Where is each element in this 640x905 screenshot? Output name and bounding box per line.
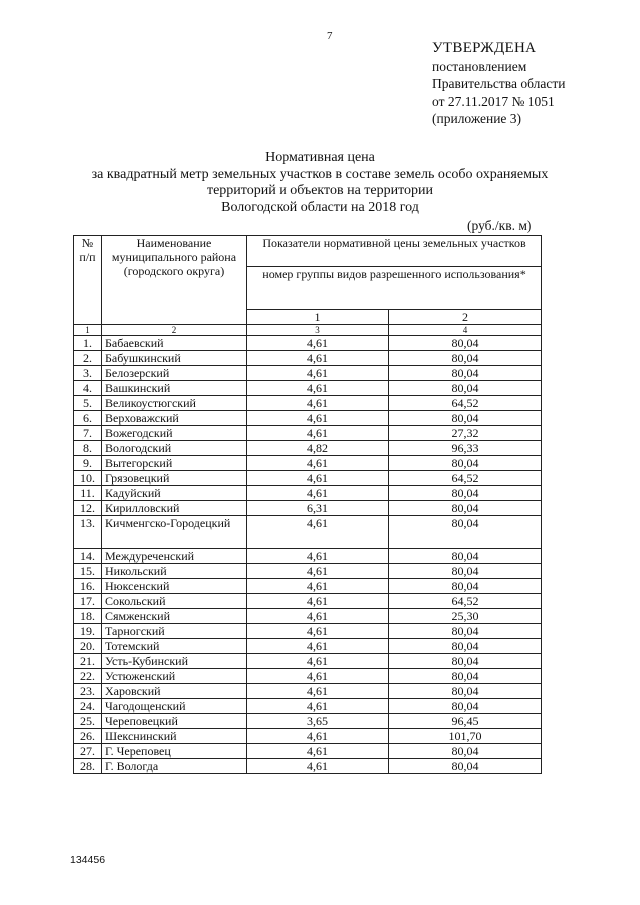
- price-group-2: 101,70: [389, 729, 542, 744]
- table-row: [74, 366, 542, 381]
- table-row: [74, 564, 542, 579]
- district-name: Усть-Кубинский: [102, 654, 247, 669]
- price-group-1: 4,61: [247, 639, 389, 654]
- district-name: Никольский: [102, 564, 247, 579]
- approval-line: постановлением: [432, 58, 527, 74]
- table-row: [74, 669, 542, 684]
- district-name: Чагодощенский: [102, 699, 247, 714]
- price-group-2: 80,04: [389, 366, 542, 381]
- table-row: [74, 729, 542, 744]
- price-group-2: 80,04: [389, 699, 542, 714]
- district-name: Верховажский: [102, 411, 247, 426]
- heading-line: Нормативная цена: [265, 150, 375, 165]
- row-number: 27.: [74, 744, 102, 759]
- price-group-1: 4,61: [247, 516, 389, 549]
- header-indicators: Показатели нормативной цены земельных участков: [247, 236, 542, 267]
- row-number: 13.: [74, 516, 102, 549]
- price-group-1: 4,61: [247, 411, 389, 426]
- heading-line: за квадратный метр земельных участков в составе земель особо охраняемых: [91, 166, 549, 182]
- price-group-2: 80,04: [389, 456, 542, 471]
- price-group-1: 4,61: [247, 684, 389, 699]
- row-number: 8.: [74, 441, 102, 456]
- district-name: Вытегорский: [102, 456, 247, 471]
- price-group-2: 80,04: [389, 486, 542, 501]
- price-group-1: 4,61: [247, 336, 389, 351]
- row-number: 20.: [74, 639, 102, 654]
- table-row: [74, 714, 542, 729]
- table-row: [74, 594, 542, 609]
- table-row: [74, 441, 542, 456]
- price-group-2: 80,04: [389, 411, 542, 426]
- page-number: 7: [327, 30, 333, 42]
- price-group-1: 4,61: [247, 609, 389, 624]
- row-number: 14.: [74, 549, 102, 564]
- row-number: 26.: [74, 729, 102, 744]
- table-row: [74, 654, 542, 669]
- col-number: 1: [74, 325, 102, 336]
- approval-block: [432, 40, 565, 128]
- row-number: 9.: [74, 456, 102, 471]
- header-group: номер группы видов разрешенного использования*: [247, 267, 542, 310]
- price-group-2: 80,04: [389, 516, 542, 549]
- row-number: 24.: [74, 699, 102, 714]
- row-number: 28.: [74, 759, 102, 774]
- col-number: 4: [389, 325, 542, 336]
- price-group-1: 4,61: [247, 426, 389, 441]
- price-group-1: 4,61: [247, 624, 389, 639]
- table-row: [74, 486, 542, 501]
- district-name: Вашкинский: [102, 381, 247, 396]
- district-name: Кирилловский: [102, 501, 247, 516]
- price-group-2: 80,04: [389, 351, 542, 366]
- district-name: Вожегодский: [102, 426, 247, 441]
- row-number: 17.: [74, 594, 102, 609]
- price-group-1: 6,31: [247, 501, 389, 516]
- price-group-1: 4,61: [247, 471, 389, 486]
- row-number: 2.: [74, 351, 102, 366]
- price-group-2: 80,04: [389, 564, 542, 579]
- approval-line: Правительства области: [432, 76, 566, 91]
- district-name: Тотемский: [102, 639, 247, 654]
- row-number: 21.: [74, 654, 102, 669]
- row-number: 3.: [74, 366, 102, 381]
- col-number: 2: [102, 325, 247, 336]
- row-number: 1.: [74, 336, 102, 351]
- district-name: Шекснинский: [102, 729, 247, 744]
- header-group-1: 1: [247, 310, 389, 325]
- row-number: 5.: [74, 396, 102, 411]
- district-name: Бабаевский: [102, 336, 247, 351]
- price-group-2: 80,04: [389, 759, 542, 774]
- table-row: [74, 381, 542, 396]
- price-group-2: 80,04: [389, 669, 542, 684]
- district-name: Бабушкинский: [102, 351, 247, 366]
- price-group-2: 96,45: [389, 714, 542, 729]
- price-group-1: 4,61: [247, 456, 389, 471]
- price-group-2: 80,04: [389, 579, 542, 594]
- document-code: 134456: [70, 854, 106, 866]
- district-name: Вологодский: [102, 441, 247, 456]
- table-row: [74, 579, 542, 594]
- row-number: 6.: [74, 411, 102, 426]
- district-name: Великоустюгский: [102, 396, 247, 411]
- row-number: 4.: [74, 381, 102, 396]
- table-row: [74, 549, 542, 564]
- district-name: Кадуйский: [102, 486, 247, 501]
- row-number: 10.: [74, 471, 102, 486]
- table-row: [74, 501, 542, 516]
- district-name: Г. Череповец: [102, 744, 247, 759]
- price-group-1: 4,61: [247, 729, 389, 744]
- district-name: Харовский: [102, 684, 247, 699]
- district-name: Междуреченский: [102, 549, 247, 564]
- price-group-2: 80,04: [389, 684, 542, 699]
- district-name: Череповецкий: [102, 714, 247, 729]
- price-group-2: 27,32: [389, 426, 542, 441]
- district-name: Сямженский: [102, 609, 247, 624]
- price-group-1: 4,61: [247, 744, 389, 759]
- row-number: 18.: [74, 609, 102, 624]
- price-group-1: 4,61: [247, 579, 389, 594]
- price-group-1: 4,61: [247, 759, 389, 774]
- table-row: [74, 699, 542, 714]
- price-group-2: 80,04: [389, 381, 542, 396]
- table-row: [74, 456, 542, 471]
- price-group-2: 80,04: [389, 624, 542, 639]
- district-name: Тарногский: [102, 624, 247, 639]
- col-number: 3: [247, 325, 389, 336]
- price-group-2: 64,52: [389, 396, 542, 411]
- price-group-1: 4,61: [247, 699, 389, 714]
- price-group-1: 4,61: [247, 351, 389, 366]
- price-group-1: 4,82: [247, 441, 389, 456]
- header-num: № п/п: [74, 236, 102, 325]
- header-name: Наименование муниципального района (городского округа): [102, 236, 247, 325]
- price-group-1: 4,61: [247, 381, 389, 396]
- district-name: Нюксенский: [102, 579, 247, 594]
- price-group-1: 4,61: [247, 549, 389, 564]
- approval-line: от 27.11.2017 № 1051: [432, 93, 555, 109]
- price-group-1: 4,61: [247, 669, 389, 684]
- approval-title: УТВЕРЖДЕНА: [432, 40, 537, 56]
- approval-line: (приложение 3): [432, 111, 522, 126]
- row-number: 11.: [74, 486, 102, 501]
- district-name: Кичменгско-Городецкий: [102, 516, 247, 549]
- price-table: [73, 235, 542, 774]
- document-heading: [0, 150, 640, 216]
- price-group-2: 80,04: [389, 654, 542, 669]
- heading-line: Вологодской области на 2018 год: [221, 199, 419, 215]
- table-row: [74, 396, 542, 411]
- district-name: Сокольский: [102, 594, 247, 609]
- price-group-2: 80,04: [389, 501, 542, 516]
- district-name: Белозерский: [102, 366, 247, 381]
- header-group-2: 2: [389, 310, 542, 325]
- table-row: [74, 639, 542, 654]
- table-row: [74, 426, 542, 441]
- price-group-2: 96,33: [389, 441, 542, 456]
- table-row: [74, 471, 542, 486]
- price-group-1: 3,65: [247, 714, 389, 729]
- price-group-1: 4,61: [247, 594, 389, 609]
- row-number: 15.: [74, 564, 102, 579]
- table-row: [74, 609, 542, 624]
- row-number: 25.: [74, 714, 102, 729]
- row-number: 12.: [74, 501, 102, 516]
- price-group-2: 25,30: [389, 609, 542, 624]
- row-number: 22.: [74, 669, 102, 684]
- row-number: 19.: [74, 624, 102, 639]
- table-row: [74, 516, 542, 549]
- price-group-2: 80,04: [389, 639, 542, 654]
- units-label: (руб./кв. м): [467, 218, 532, 233]
- table-row: [74, 624, 542, 639]
- table-row: [74, 411, 542, 426]
- table-row: [74, 336, 542, 351]
- price-group-2: 64,52: [389, 594, 542, 609]
- row-number: 7.: [74, 426, 102, 441]
- district-name: Грязовецкий: [102, 471, 247, 486]
- price-group-1: 4,61: [247, 654, 389, 669]
- table-row: [74, 744, 542, 759]
- row-number: 16.: [74, 579, 102, 594]
- price-group-1: 4,61: [247, 486, 389, 501]
- price-group-1: 4,61: [247, 564, 389, 579]
- price-group-2: 80,04: [389, 336, 542, 351]
- price-group-2: 64,52: [389, 471, 542, 486]
- heading-line: территорий и объектов на территории: [206, 183, 434, 198]
- district-name: Г. Вологда: [102, 759, 247, 774]
- price-group-1: 4,61: [247, 396, 389, 411]
- price-group-2: 80,04: [389, 549, 542, 564]
- table-row: [74, 759, 542, 774]
- row-number: 23.: [74, 684, 102, 699]
- price-group-2: 80,04: [389, 744, 542, 759]
- price-group-1: 4,61: [247, 366, 389, 381]
- table-row: [74, 351, 542, 366]
- table-row: [74, 684, 542, 699]
- district-name: Устюженский: [102, 669, 247, 684]
